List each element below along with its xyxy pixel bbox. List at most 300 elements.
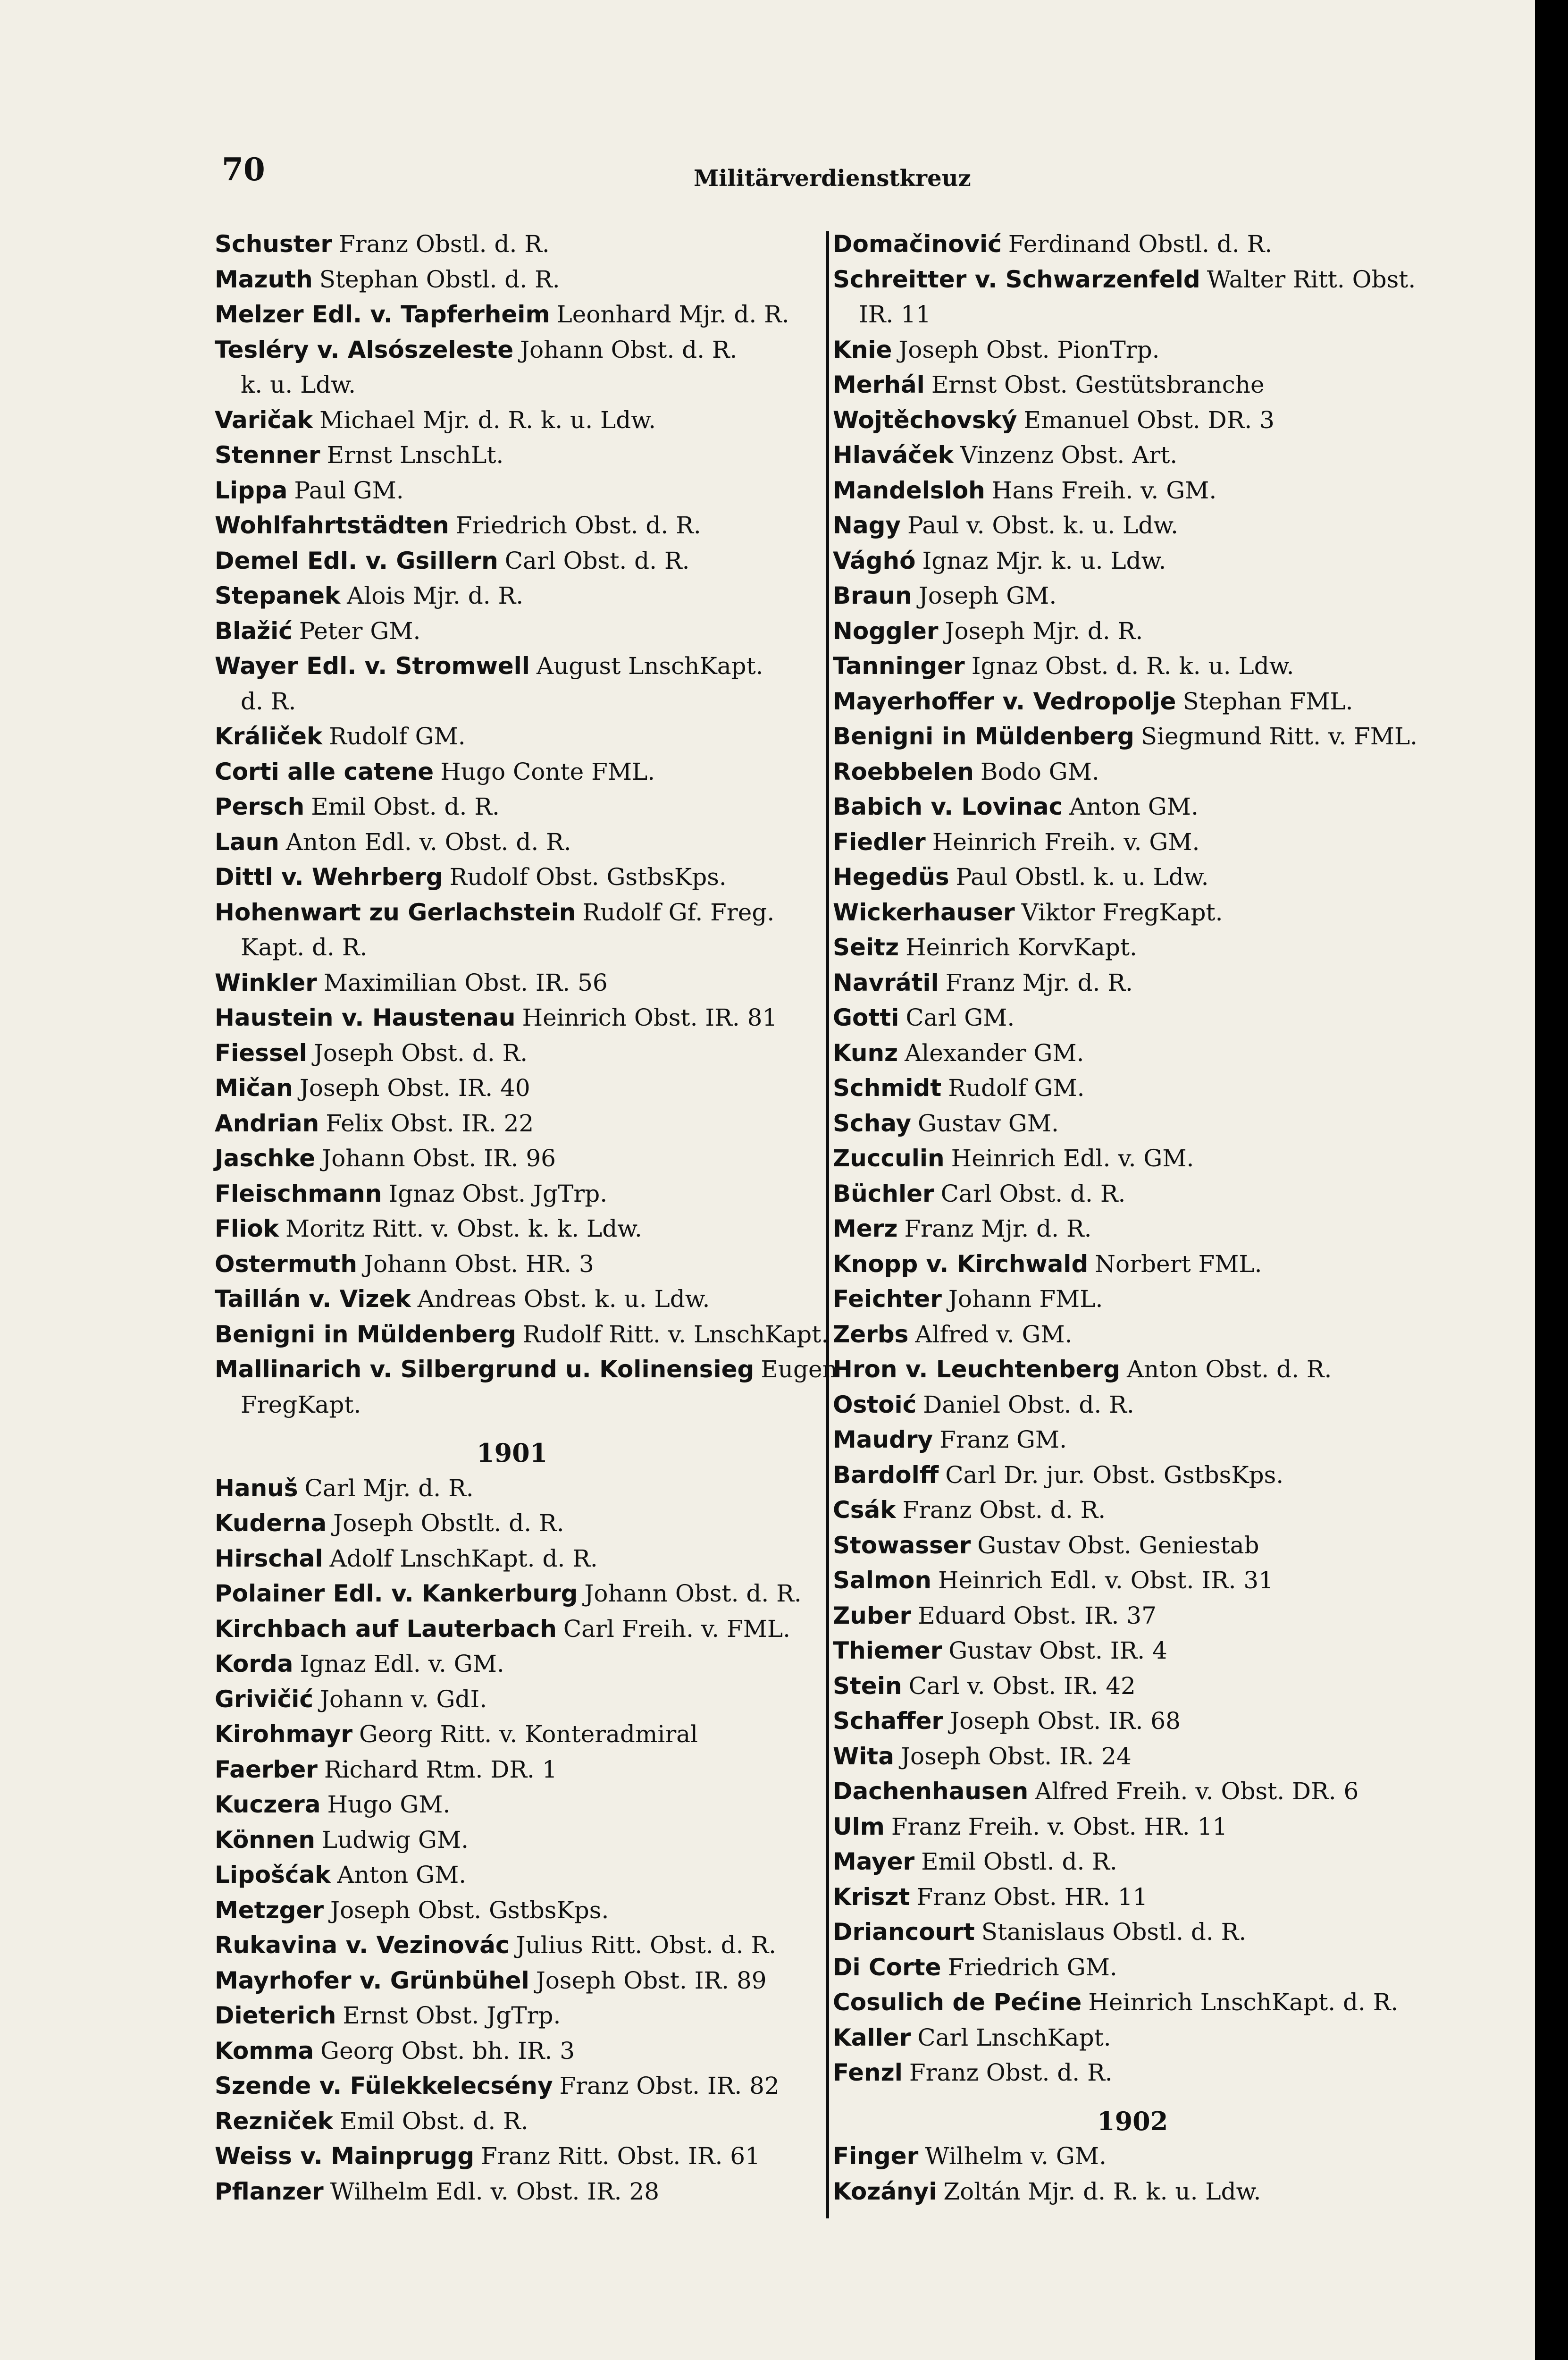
entry-line [215,754,816,790]
entry-details: Anton GM. [337,1861,467,1888]
entry-line [215,895,816,930]
entry-details: Johann FML. [948,1285,1103,1313]
entry-surname: Ostermuth [215,1250,357,1278]
entry-surname: Nagy [833,512,901,539]
entry-surname: Mayer [833,1848,915,1875]
entry-details: Moritz Ritt. v. Obst. k. k. Ldw. [285,1215,642,1242]
entry-line [215,1247,816,1282]
entry-details: Rudolf Gf. Freg. [582,898,775,926]
entry-surname: Haustein v. Haustenau [215,1004,516,1031]
entry-details: Johann Obst. HR. 3 [363,1250,594,1278]
entry-surname: Domačinović [833,230,1002,258]
entry-details: Franz GM. [939,1426,1067,1453]
entry-line [833,2139,1442,2174]
entry-details: Hugo Conte FML. [440,758,655,785]
entry-line [833,684,1442,719]
entry-line [833,1492,1442,1528]
entry-line [215,508,816,543]
entry-line [215,1893,816,1928]
entry-details: Kapt. d. R. [241,934,368,961]
entry-details: Maximilian Obst. IR. 56 [323,969,608,996]
entry-surname: Babich v. Lovinac [833,793,1063,820]
entry-surname: Dittl v. Wehrberg [215,863,443,891]
entry-line [215,2068,816,2104]
entry-details: Emil Obst. d. R. [311,793,500,820]
entry-details: Carl v. Obst. IR. 42 [908,1672,1136,1700]
entry-line [215,1176,816,1212]
entry-line [215,1928,816,1963]
entry-surname: Szende v. Fülekkelecsény [215,2072,553,2099]
entry-details: Julius Ritt. Obst. d. R. [516,1931,776,1959]
entry-surname: Cosulich de Pećine [833,1989,1082,2016]
entry-surname: Laun [215,828,279,856]
entry-surname: Finger [833,2142,919,2170]
entry-surname: Metzger [215,1896,324,1924]
entry-surname: Stenner [215,441,320,469]
entry-surname: Vághó [833,547,916,574]
entry-line [215,1787,816,1822]
entry-details: Ignaz Obst. JgTrp. [388,1180,608,1207]
entry-line [833,1036,1442,1071]
entry-surname: Fleischmann [215,1180,382,1207]
entry-line [833,825,1442,860]
entry-details: Johann Obst. d. R. [520,336,738,363]
entry-surname: Navrátil [833,969,939,996]
entry-details: Rudolf GM. [948,1074,1085,1102]
entry-line [833,649,1442,684]
entry-details: k. u. Ldw. [241,371,356,398]
entry-details: Hans Freih. v. GM. [991,476,1217,504]
entry-line [833,1739,1442,1774]
entry-line [833,2174,1442,2209]
entry-details: Joseph Obstlt. d. R. [333,1509,564,1537]
entry-surname: Zucculin [833,1145,945,1172]
scan-page-edge [1535,0,1568,2360]
entry-details: Wilhelm v. GM. [925,2142,1107,2170]
entry-line [215,825,816,860]
entry-line [215,1317,829,1352]
entry-details: Franz Obst. d. R. [902,1496,1106,1524]
entry-surname: Di Corte [833,1953,941,1981]
entry-line [833,1880,1442,1915]
entry-continuation [215,684,816,719]
entry-line [833,1669,1442,1704]
entry-surname: Zuber [833,1601,912,1629]
entry-line [215,2139,816,2174]
entry-surname: Komma [215,2037,314,2065]
entry-line [215,1541,816,1576]
entry-line [215,1000,816,1036]
entry-line [215,1471,816,1506]
entry-surname: Dieterich [215,2002,336,2029]
entry-details: Georg Ritt. v. Konteradmiral [359,1720,698,1748]
entry-line [215,438,816,473]
entry-surname: Hirschal [215,1544,323,1572]
entry-line [215,1646,816,1682]
entry-details: Friedrich GM. [948,1953,1117,1981]
entry-surname: Merhál [833,371,925,398]
entry-line [833,2020,1442,2056]
entry-details: Paul GM. [294,476,404,504]
entry-details: Johann Obst. d. R. [584,1580,802,1607]
entry-details: Carl Mjr. d. R. [304,1474,474,1502]
entry-surname: Kirchbach auf Lauterbach [215,1615,557,1643]
entry-line [833,1317,1442,1352]
entry-line [215,403,816,438]
entry-details: Ignaz Edl. v. GM. [300,1650,504,1677]
entry-line [215,578,816,614]
entry-details: Ernst LnschLt. [327,441,504,469]
entry-surname: Schaffer [833,1707,944,1735]
entry-line [833,578,1442,614]
entry-surname: Varičak [215,406,313,434]
entry-surname: Grivičić [215,1685,313,1713]
entry-line [833,1844,1442,1880]
entry-line [833,332,1442,368]
entry-surname: Schuster [215,230,333,258]
entry-surname: Mičan [215,1074,293,1102]
entry-surname: Schay [833,1109,912,1137]
page-header [222,151,1434,194]
entry-details: Rudolf Obst. GstbsKps. [449,863,727,891]
entry-line [833,1950,1442,1985]
entry-line [215,1036,816,1071]
entry-surname: Kirohmayr [215,1720,353,1748]
entry-details: Franz Obst. IR. 82 [559,2072,780,2099]
entry-surname: Mandelsloh [833,476,985,504]
entry-surname: Bardolff [833,1461,939,1489]
entry-line [833,1176,1442,1212]
entry-line [215,1211,816,1247]
entry-line [833,1703,1442,1739]
entry-line [215,1822,816,1858]
entry-surname: Mayerhoffer v. Vedropolje [833,687,1176,715]
entry-details: Ferdinand Obstl. d. R. [1008,230,1273,258]
entry-line [833,719,1442,754]
entry-surname: Kozányi [833,2177,937,2205]
entry-surname: Rezniček [215,2107,334,2135]
entry-surname: Pflanzer [215,2177,324,2205]
entry-surname: Driancourt [833,1918,975,1946]
entry-line [215,965,816,1001]
entry-details: Bodo GM. [980,758,1099,785]
entry-details: Heinrich KorvKapt. [906,934,1137,961]
year-heading: 1902 [1097,2106,1168,2136]
entry-surname: Mayrhofer v. Grünbühel [215,1966,529,1994]
entry-details: Anton Obst. d. R. [1126,1356,1332,1383]
entry-surname: Andrian [215,1109,319,1137]
entry-details: Felix Obst. IR. 22 [326,1109,534,1137]
entry-line [833,1281,1442,1317]
entry-details: Ignaz Obst. d. R. k. u. Ldw. [971,652,1294,680]
entry-details: Joseph Obst. IR. 40 [299,1074,530,1102]
entry-line [215,1106,816,1141]
entry-line [833,2055,1442,2090]
entry-details: Emanuel Obst. DR. 3 [1023,406,1275,434]
entry-surname: Winkler [215,969,317,996]
entry-details: Carl LnschKapt. [917,2023,1111,2051]
entry-surname: Thiemer [833,1637,942,1664]
entry-details: Johann v. GdI. [319,1685,487,1713]
entry-line [215,1682,816,1717]
entry-surname: Hohenwart zu Gerlachstein [215,898,576,926]
entry-line [833,1422,1442,1458]
entry-line [215,1717,816,1752]
entry-line [215,1352,838,1387]
entry-details: Joseph Obst. GstbsKps. [330,1896,609,1924]
entry-details: Ignaz Mjr. k. u. Ldw. [922,547,1166,574]
entry-line [833,403,1442,438]
entry-surname: Wickerhauser [833,898,1015,926]
entry-details: Stephan FML. [1182,687,1353,715]
entry-line [833,1985,1442,2020]
entry-line [833,1387,1442,1423]
entry-details: Wilhelm Edl. v. Obst. IR. 28 [330,2177,660,2205]
entry-details: Norbert FML. [1095,1250,1262,1278]
entry-details: Heinrich Freih. v. GM. [932,828,1200,856]
entry-surname: Taillán v. Vizek [215,1285,411,1313]
entry-line [833,1141,1442,1176]
entry-continuation [215,1387,816,1423]
entry-details: Alois Mjr. d. R. [347,582,524,609]
entry-details: Franz Obst. d. R. [909,2059,1113,2086]
entry-details: Richard Rtm. DR. 1 [324,1755,557,1783]
entry-surname: Corti alle catene [215,758,434,785]
entry-details: Eduard Obst. IR. 37 [918,1601,1157,1629]
entry-surname: Können [215,1826,315,1854]
entry-details: Daniel Obst. d. R. [923,1391,1134,1418]
entry-line [833,1598,1442,1634]
entry-details: Joseph Mjr. d. R. [945,617,1143,645]
entry-details: Adolf LnschKapt. d. R. [329,1544,598,1572]
entry-surname: Braun [833,582,912,609]
entry-details: Rudolf Ritt. v. LnschKapt. [522,1320,829,1348]
entry-line [833,1633,1442,1669]
entry-surname: Blažić [215,617,293,645]
entry-details: IR. 11 [859,301,931,328]
entry-details: Ernst Obst. JgTrp. [343,2002,561,2029]
entry-surname: Persch [215,793,305,820]
entry-surname: Feichter [833,1285,942,1313]
entry-line [833,1458,1442,1493]
entry-surname: Weiss v. Mainprugg [215,2142,475,2170]
entry-surname: Stepanek [215,582,341,609]
column-divider [826,231,829,2218]
entry-details: Eugen [761,1356,838,1383]
entry-surname: Noggler [833,617,939,645]
entry-line [215,1281,816,1317]
entry-surname: Korda [215,1650,293,1677]
entry-surname: Kunz [833,1039,898,1067]
entry-surname: Büchler [833,1180,934,1207]
entry-details: Gustav Obst. Geniestab [977,1531,1259,1559]
entry-line [215,262,816,297]
entry-surname: Lipošćak [215,1861,331,1888]
entry-surname: Faerber [215,1755,318,1783]
entry-line [833,473,1442,508]
year-heading: 1901 [477,1438,548,1468]
entry-details: Joseph GM. [918,582,1057,609]
entry-line [833,1000,1442,1036]
entry-line [215,2174,816,2209]
entry-details: Carl Obst. d. R. [504,547,690,574]
entry-details: Friedrich Obst. d. R. [455,512,701,539]
entry-details: Franz Mjr. d. R. [904,1215,1092,1242]
entry-surname: Hanuš [215,1474,298,1502]
entry-surname: Stowasser [833,1531,971,1559]
entry-surname: Fenzl [833,2059,903,2086]
entry-details: Joseph Obst. d. R. [313,1039,528,1067]
entry-surname: Ostoić [833,1391,917,1418]
entry-surname: Stein [833,1672,902,1700]
entry-line [833,1563,1442,1598]
entry-details: Alexander GM. [905,1039,1084,1067]
entry-line [215,860,816,895]
entry-surname: Dachenhausen [833,1778,1029,1805]
entry-surname: Merz [833,1215,898,1242]
entry-line [833,1352,1442,1387]
right-column [833,227,1442,2209]
page-number: 70 [222,151,265,188]
entry-details: Stanislaus Obstl. d. R. [981,1918,1247,1946]
entry-line [833,1809,1442,1845]
entry-details: Ernst Obst. Gestütsbranche [931,371,1265,398]
entry-details: Heinrich Obst. IR. 81 [522,1004,778,1031]
entry-line [215,789,816,825]
entry-line [833,1070,1442,1106]
entry-details: Siegmund Ritt. v. FML. [1140,723,1418,750]
entry-details: Anton Edl. v. Obst. d. R. [285,828,571,856]
entry-surname: Kuczera [215,1791,321,1818]
entry-surname: Maudry [833,1426,933,1453]
entry-surname: Hegedüs [833,863,949,891]
entry-surname: Wojtěchovský [833,406,1017,434]
entry-surname: Mallinarich v. Silbergrund u. Kolinensieg [215,1356,755,1383]
entry-line [215,332,816,368]
entry-surname: Ulm [833,1812,885,1840]
entry-surname: Tanninger [833,652,965,680]
entry-continuation [215,930,816,965]
entry-details: Michael Mjr. d. R. k. u. Ldw. [319,406,656,434]
entry-line [215,543,816,579]
entry-line [215,227,816,262]
entry-details: Alfred Freih. v. Obst. DR. 6 [1035,1778,1359,1805]
entry-details: Walter Ritt. Obst. [1207,265,1416,293]
entry-surname: Mazuth [215,265,313,293]
entry-surname: Gotti [833,1004,899,1031]
left-column [215,227,838,2209]
entry-line [215,1857,816,1893]
entry-details: Franz Mjr. d. R. [945,969,1133,996]
entry-surname: Fiedler [833,828,926,856]
entry-surname: Polainer Edl. v. Kankerburg [215,1580,578,1607]
entry-details: Gustav Obst. IR. 4 [948,1637,1167,1664]
entry-line [215,1506,816,1541]
entry-details: Carl Obst. d. R. [940,1180,1126,1207]
entry-details: Emil Obst. d. R. [340,2107,528,2135]
entry-surname: Melzer Edl. v. Tapferheim [215,301,550,328]
entry-details: Stephan Obstl. d. R. [319,265,560,293]
entry-line [833,1106,1442,1141]
entry-details: Georg Obst. bh. IR. 3 [320,2037,575,2065]
entry-line [833,438,1442,473]
entry-surname: Kriszt [833,1883,910,1911]
entry-details: Hugo GM. [327,1791,451,1818]
entry-surname: Knopp v. Kirchwald [833,1250,1089,1278]
entry-line [215,2104,816,2139]
entry-line [215,473,816,508]
entry-details: Andreas Obst. k. u. Ldw. [417,1285,710,1313]
entry-details: August LnschKapt. [536,652,763,680]
entry-surname: Wohlfahrtstädten [215,512,449,539]
entry-details: Peter GM. [299,617,421,645]
entry-details: Leonhard Mjr. d. R. [556,301,789,328]
entry-line [215,1070,816,1106]
entry-line [833,1914,1442,1950]
entry-line [215,1141,816,1176]
entry-surname: Hron v. Leuchtenberg [833,1356,1120,1383]
entry-details: Anton GM. [1069,793,1199,820]
entry-surname: Benigni in Müldenberg [215,1320,516,1348]
entry-surname: Zerbs [833,1320,909,1348]
entry-details: FregKapt. [241,1391,361,1418]
entry-details: Joseph Obst. IR. 24 [900,1742,1132,1770]
entry-surname: Králiček [215,723,323,750]
entry-details: Zoltán Mjr. d. R. k. u. Ldw. [943,2177,1261,2205]
entry-line [833,930,1442,965]
entry-line [833,614,1442,649]
entry-continuation [215,367,816,403]
entry-details: Ludwig GM. [321,1826,469,1854]
entry-surname: Knie [833,336,892,363]
entry-line [833,965,1442,1001]
entry-line [215,1752,816,1787]
entry-surname: Csák [833,1496,896,1524]
entry-line [833,508,1442,543]
entry-surname: Wita [833,1742,894,1770]
entry-details: Franz Obst. HR. 11 [916,1883,1148,1911]
entry-details: Gustav GM. [918,1109,1059,1137]
entry-line [833,1528,1442,1563]
entry-details: Vinzenz Obst. Art. [960,441,1178,469]
entry-details: Joseph Obst. PionTrp. [898,336,1160,363]
entry-details: Heinrich Edl. v. GM. [951,1145,1194,1172]
entry-details: Paul Obstl. k. u. Ldw. [956,863,1209,891]
entry-details: Joseph Obst. IR. 68 [950,1707,1181,1735]
entry-details: Johann Obst. IR. 96 [322,1145,556,1172]
entry-surname: Seitz [833,934,899,961]
entry-continuation [833,297,1442,332]
entry-line [215,649,816,684]
entry-details: Heinrich LnschKapt. d. R. [1088,1989,1399,2016]
entry-surname: Rukavina v. Vezinovác [215,1931,510,1959]
entry-details: Alfred v. GM. [915,1320,1073,1348]
entry-surname: Fliok [215,1215,279,1242]
entry-line [833,543,1442,579]
entry-line [833,860,1442,895]
entry-line [215,297,816,332]
entry-line [833,367,1442,403]
entry-surname: Tesléry v. Alsószeleste [215,336,514,363]
entry-surname: Fiessel [215,1039,307,1067]
entry-surname: Kuderna [215,1509,327,1537]
entry-line [215,1998,816,2033]
entry-line [215,614,816,649]
entry-line [833,1247,1442,1282]
entry-details: Carl Dr. jur. Obst. GstbsKps. [945,1461,1284,1489]
entry-line [215,2033,816,2069]
entry-surname: Schmidt [833,1074,942,1102]
